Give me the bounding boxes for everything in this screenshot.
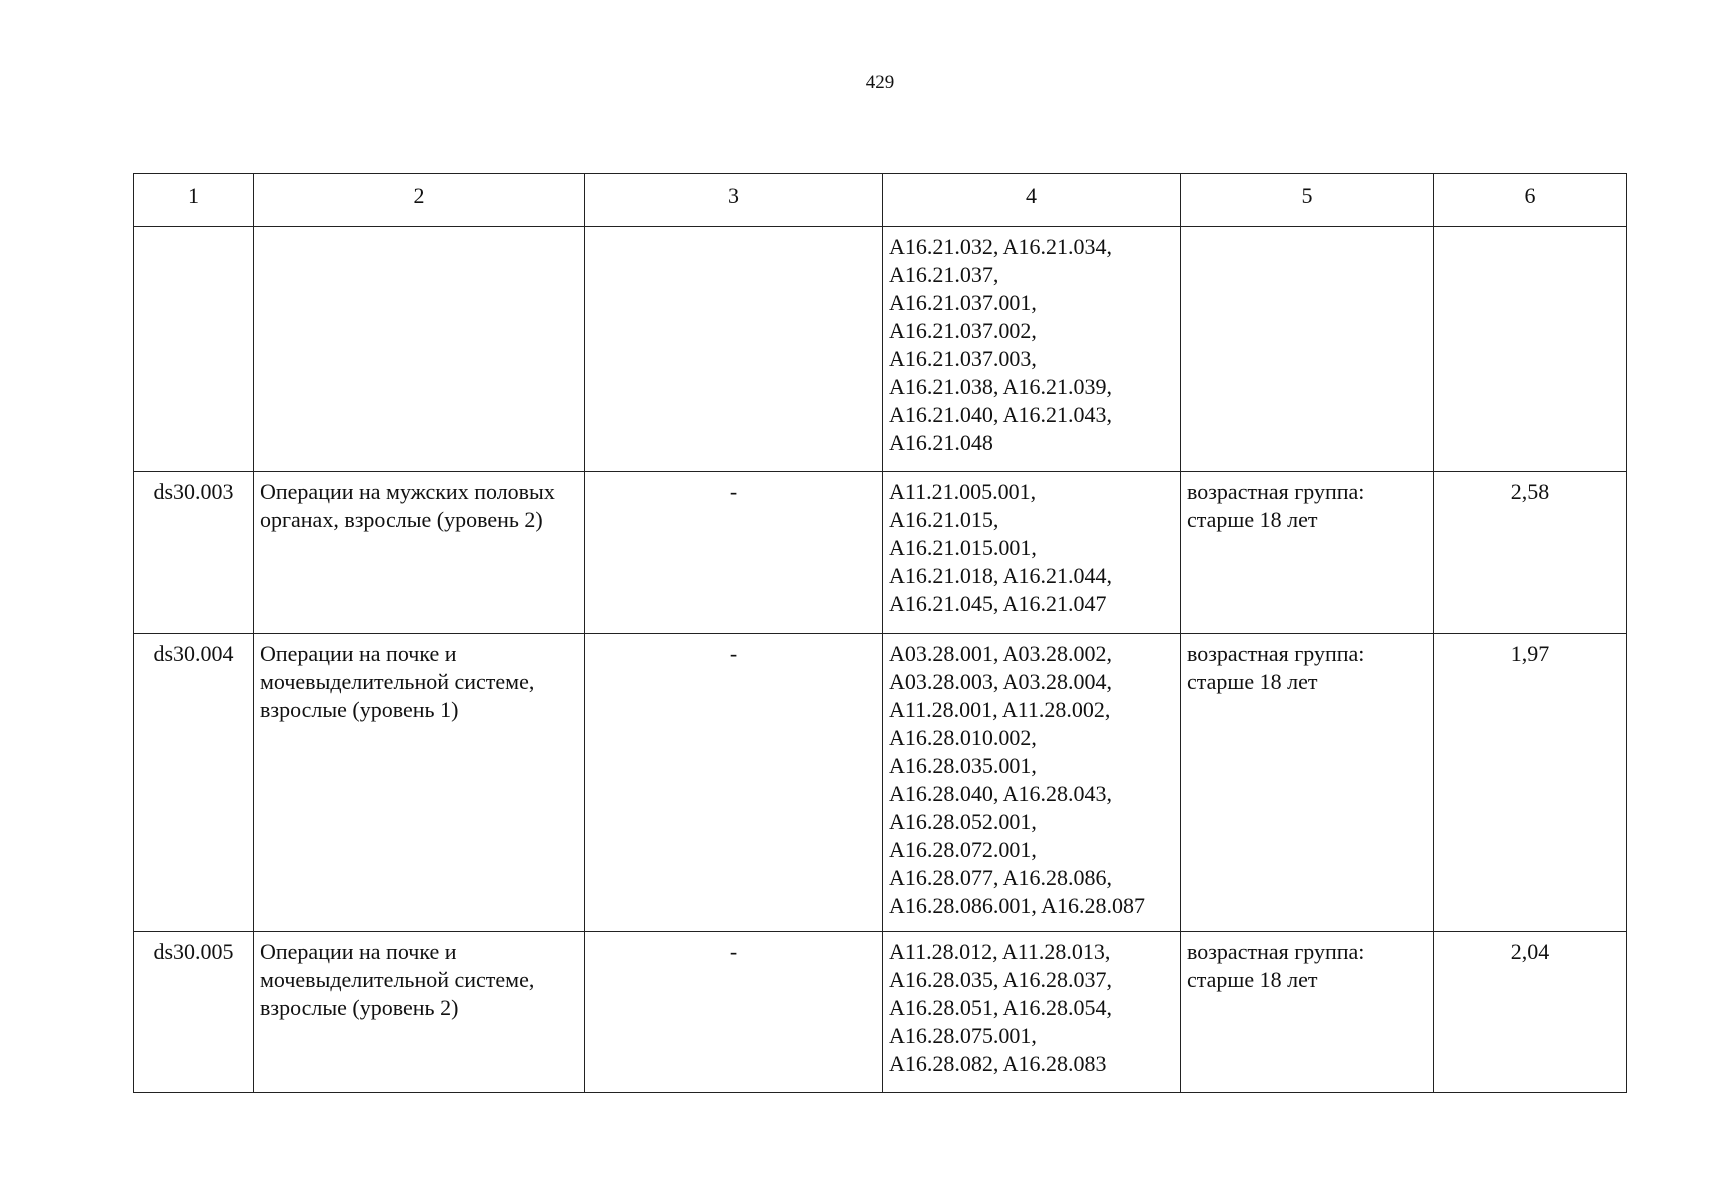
- header-col-3: 3: [585, 174, 883, 227]
- cell-code: ds30.005: [134, 932, 254, 1093]
- table-row: [134, 932, 1627, 1093]
- cell-service-codes: A11.21.005.001, A16.21.015, A16.21.015.001, A16.21.018, A16.21.044, A16.21.045, A16.21.047: [883, 472, 1181, 634]
- cell-name: [254, 227, 585, 472]
- table-row: [134, 472, 1627, 634]
- cell-col3: -: [585, 472, 883, 634]
- cell-service-codes: A11.28.012, A11.28.013, A16.28.035, A16.28.037, A16.28.051, A16.28.054, A16.28.075.001, A16.28.082, A16.28.083: [883, 932, 1181, 1093]
- cell-service-codes: A16.21.032, A16.21.034, A16.21.037, A16.21.037.001, A16.21.037.002, A16.21.037.003, A16.21.038, A16.21.039, A16.21.040, A16.21.043, A16.21.048: [883, 227, 1181, 472]
- cell-code: ds30.004: [134, 634, 254, 932]
- header-col-1: 1: [134, 174, 254, 227]
- cell-age: возрастная группа: старше 18 лет: [1181, 932, 1434, 1093]
- cell-col3: -: [585, 634, 883, 932]
- table-row-continuation: [134, 227, 1627, 472]
- table-header: [134, 174, 1627, 227]
- header-row: [134, 174, 1627, 227]
- header-col-4: 4: [883, 174, 1181, 227]
- table-body: [134, 227, 1627, 1093]
- header-col-5: 5: [1181, 174, 1434, 227]
- cell-code: ds30.003: [134, 472, 254, 634]
- header-col-6: 6: [1434, 174, 1627, 227]
- cell-age: возрастная группа: старше 18 лет: [1181, 472, 1434, 634]
- cell-code: [134, 227, 254, 472]
- page-number: 429: [865, 72, 895, 93]
- tariff-table: [133, 173, 1627, 1093]
- cell-name: Операции на почке и мочевыделительной системе, взрослые (уровень 2): [254, 932, 585, 1093]
- cell-coefficient: [1434, 227, 1627, 472]
- cell-name: Операции на почке и мочевыделительной системе, взрослые (уровень 1): [254, 634, 585, 932]
- cell-service-codes: A03.28.001, A03.28.002, A03.28.003, A03.28.004, A11.28.001, A11.28.002, A16.28.010.002, A16.28.035.001, A16.28.040, A16.28.043, A16.28.052.001, A16.28.072.001, A16.28.077, A16.28.086, A16.28.086.001, A16.28.087: [883, 634, 1181, 932]
- header-col-2: 2: [254, 174, 585, 227]
- cell-coefficient: 1,97: [1434, 634, 1627, 932]
- cell-coefficient: 2,04: [1434, 932, 1627, 1093]
- cell-coefficient: 2,58: [1434, 472, 1627, 634]
- cell-age: возрастная группа: старше 18 лет: [1181, 634, 1434, 932]
- cell-name: Операции на мужских половых органах, взрослые (уровень 2): [254, 472, 585, 634]
- cell-col3: -: [585, 932, 883, 1093]
- cell-col3: [585, 227, 883, 472]
- cell-age: [1181, 227, 1434, 472]
- table-row: [134, 634, 1627, 932]
